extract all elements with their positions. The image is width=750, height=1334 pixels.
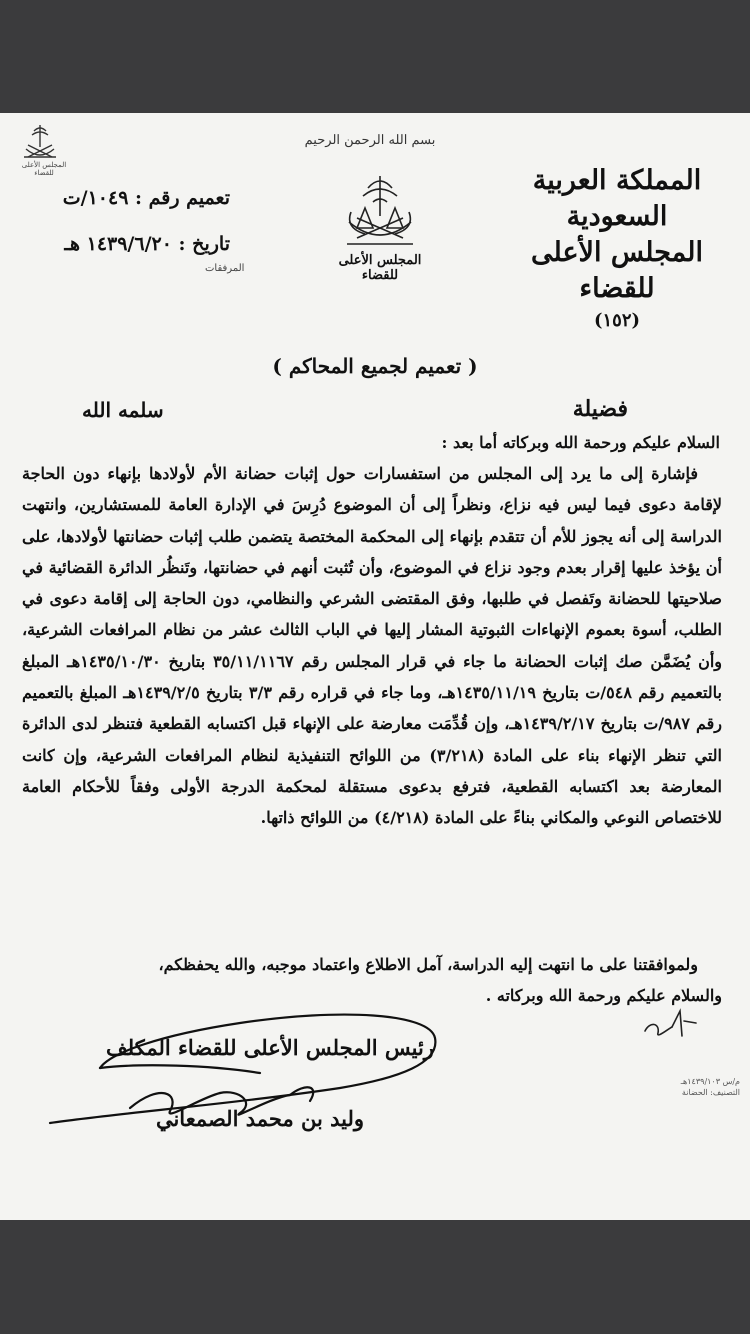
signatory-title: رئيس المجلس الأعلى للقضاء المكلف	[106, 1035, 434, 1060]
circular-date: تاريخ : ١٤٣٩/٦/٢٠ هـ	[64, 233, 230, 255]
document-number: (١٥٢)	[593, 310, 641, 331]
kingdom-name: المملكة العربية السعودية	[532, 165, 702, 232]
council-name: المجلس الأعلى للقضاء	[531, 237, 703, 304]
header-left	[40, 175, 230, 267]
left-emblem-caption: المجلس الأعلى للقضاء	[21, 161, 67, 177]
document-page	[0, 113, 750, 1220]
basmala: بسم الله الرحمن الرحيم	[304, 133, 436, 148]
greeting: السلام عليكم ورحمة الله وبركاته أما بعد :	[441, 433, 720, 452]
closing-line-2: والسلام عليكم ورحمة الله وبركاته .	[485, 986, 722, 1005]
circular-number: تعميم رقم : ١٠٤٩/ت	[62, 187, 230, 209]
header-right	[502, 163, 732, 335]
reference-note	[660, 1076, 740, 1098]
document-title: ( تعميم لجميع المحاكم )	[272, 354, 478, 378]
salutation-left: سلمه الله	[82, 398, 164, 422]
salutation-right: فضيلة	[572, 396, 628, 422]
body-text	[22, 458, 722, 834]
attachments-label: المرفقات	[205, 263, 245, 274]
reference-line-1: م/س ١٤٣٩/١٠٣هـ	[680, 1077, 740, 1086]
center-emblem-icon	[335, 168, 425, 258]
signatory-name: وليد بن محمد الصمعاني	[155, 1106, 365, 1131]
reference-line-2: التصنيف: الحضانة	[681, 1088, 740, 1097]
initial-mark-icon	[640, 1001, 700, 1046]
emblem-icon	[18, 121, 62, 165]
closing-line-1: ولموافقتنا على ما انتهت إليه الدراسة، آمل الاطلاع واعتماد موجبه، والله يحفظكم،	[158, 955, 698, 974]
center-emblem-caption: المجلس الأعلى للقضاء	[338, 253, 422, 283]
body-paragraph: فإشارة إلى ما يرد إلى المجلس من استفسارات حول إثبات حضانة الأم لأولادها بإنهاء دون الحاجة لإقامة دعوى فيما ليس فيه نزاع، ونظراً إلى أن الموضوع دُرِسَ في الإدارة العامة للمستشارين، وانتهت الدراسة إلى أنه يجوز للأم أن تتقدم بإنهاء إلى المحكمة المختصة يتضمن طلب إثبات حضانتها لأولادها، على أن يؤخذ عليها إقرار بعدم وجود نزاع في الموضوع، وأن تُثبت أنهم في حضانتها، وتَنظُر الدائرة القضائية في صلاحيتها للحضانة وتَفصل في طلبها، وفق المقتضى الشرعي والنظامي، دون الحاجة إلى إقامة دعوى في الطلب، أسوة بعموم الإنهاءات الثبوتية المشار إليها في الباب الثالث عشر من نظام المرافعات الشرعية، وأن يُضَمَّن صك إثبات الحضانة ما جاء في قرار المجلس رقم ٣٥/١١/١١٦٧ بتاريخ ١٤٣٥/١٠/٣٠هـ المبلغ بالتعميم رقم ٥٤٨/ت بتاريخ ١٤٣٥/١١/١٩هـ، وما جاء في قراره رقم ٣/٣ بتاريخ ١٤٣٩/٢/٥هـ المبلغ بالتعميم رقم ٩٨٧/ت بتاريخ ١٤٣٩/٢/١٧هـ، وإن قُدِّمَت معارضة على الإنهاء قبل اكتسابه القطعية فتنظر لدى الدائرة التي تنظر الإنهاء بناء على المادة (٣/٢١٨) من اللوائح التنفيذية لنظام المرافعات الشرعية، وإن كانت المعارضة بعد اكتسابه القطعية، فترفع بدعوى مستقلة لمحكمة الدرجة الأولى وفقاً للأحكام العامة للاختصاص النوعي والمكاني بناءً على المادة (٤/٢١٨) من اللوائح ذاتها.	[22, 464, 723, 828]
